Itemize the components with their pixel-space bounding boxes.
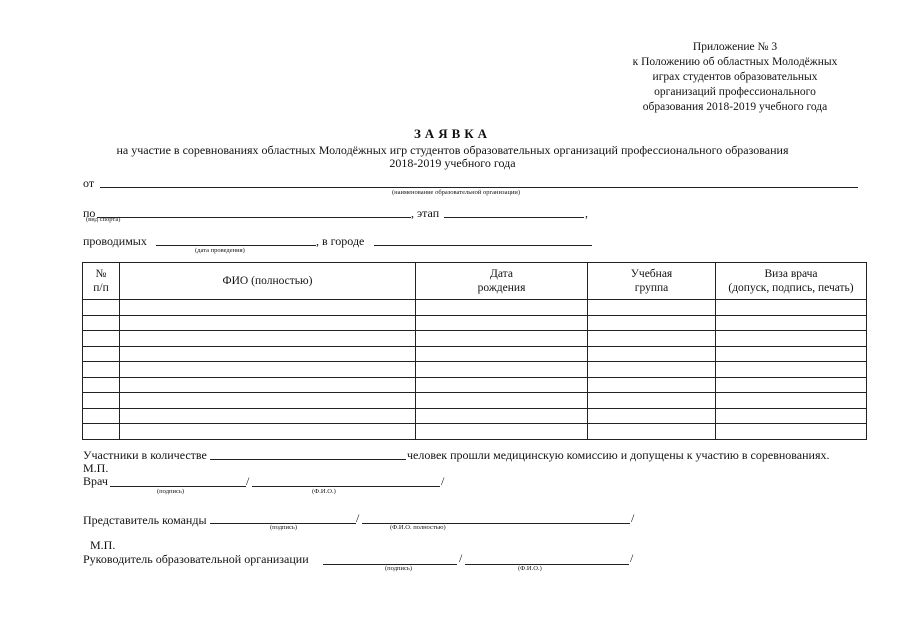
doctor-label: Врач <box>83 474 108 488</box>
table-header-row <box>83 263 867 300</box>
table-cell[interactable] <box>588 424 716 440</box>
table-cell[interactable] <box>588 300 716 316</box>
held-label: проводимых <box>83 234 147 248</box>
head-label: Руководитель образовательной организации <box>83 552 309 566</box>
head-name-hint: (Ф.И.О.) <box>518 565 542 572</box>
table-cell[interactable] <box>588 346 716 362</box>
table-cell[interactable] <box>716 393 867 409</box>
table-cell[interactable] <box>83 315 120 331</box>
header-full-name: ФИО (полностью) <box>120 263 416 300</box>
stamp-label-1: М.П. <box>83 461 109 475</box>
organization-hint: (наименование образовательной организации) <box>392 189 521 196</box>
appendix-line: организаций профессионального <box>654 86 816 98</box>
table-cell[interactable] <box>416 408 588 424</box>
doctor-slash-end: / <box>441 474 445 488</box>
date-hint: (дата проведения) <box>195 247 245 254</box>
head-signature-hint: (подпись) <box>385 565 412 572</box>
date-field[interactable] <box>156 245 316 246</box>
representative-slash-end: / <box>631 511 635 525</box>
doctor-name-field[interactable] <box>252 486 440 487</box>
table-cell[interactable] <box>120 377 416 393</box>
subtitle-line-1: на участие в соревнованиях областных Молодёжных игр студентов образовательных организаций профессионального образования <box>116 143 789 157</box>
from-label: от <box>83 176 95 190</box>
head-slash-end: / <box>630 551 634 565</box>
appendix-line: образования 2018-2019 учебного года <box>642 101 828 113</box>
document-title: ЗАЯВКА <box>413 126 492 141</box>
city-label: , в городе <box>316 234 365 248</box>
table-cell[interactable] <box>716 331 867 347</box>
table-cell[interactable] <box>83 362 120 378</box>
head-slash: / <box>459 551 463 565</box>
table-cell[interactable] <box>588 408 716 424</box>
table-row <box>83 424 867 440</box>
table-cell[interactable] <box>716 362 867 378</box>
table-cell[interactable] <box>120 408 416 424</box>
table-row <box>83 300 867 316</box>
table-cell[interactable] <box>83 331 120 347</box>
table-cell[interactable] <box>588 362 716 378</box>
table-cell[interactable] <box>716 377 867 393</box>
table-cell[interactable] <box>716 408 867 424</box>
table-row <box>83 408 867 424</box>
appendix-line: играх студентов образовательных <box>652 71 818 83</box>
table-cell[interactable] <box>120 424 416 440</box>
participants-label: Участники в количестве <box>83 448 207 462</box>
sport-label: по <box>83 206 96 220</box>
table-cell[interactable] <box>120 393 416 409</box>
representative-label: Представитель команды <box>83 513 207 527</box>
table-cell[interactable] <box>120 300 416 316</box>
table-cell[interactable] <box>83 424 120 440</box>
table-cell[interactable] <box>416 300 588 316</box>
doctor-signature-field[interactable] <box>110 486 246 487</box>
table-cell[interactable] <box>83 377 120 393</box>
representative-slash: / <box>356 511 360 525</box>
table-cell[interactable] <box>716 300 867 316</box>
sport-field[interactable] <box>97 217 411 218</box>
participants-table <box>82 262 867 440</box>
document-subtitle <box>0 144 905 170</box>
representative-name-hint: (Ф.И.О. полностью) <box>390 524 446 531</box>
subtitle-line-2: 2018-2019 учебного года <box>389 156 516 170</box>
table-cell[interactable] <box>120 362 416 378</box>
table-cell[interactable] <box>120 315 416 331</box>
table-cell[interactable] <box>588 393 716 409</box>
table-cell[interactable] <box>716 424 867 440</box>
table-cell[interactable] <box>588 377 716 393</box>
sport-hint: (вид спорта) <box>86 216 121 223</box>
header-study-group: Учебная группа <box>588 263 716 300</box>
table-cell[interactable] <box>83 346 120 362</box>
participants-count-field[interactable] <box>210 459 406 460</box>
table-cell[interactable] <box>588 331 716 347</box>
table-row <box>83 346 867 362</box>
table-cell[interactable] <box>416 346 588 362</box>
stage-field[interactable] <box>444 217 584 218</box>
doctor-signature-hint: (подпись) <box>157 488 184 495</box>
city-field[interactable] <box>374 245 592 246</box>
stage-end: , <box>585 206 588 220</box>
table-cell[interactable] <box>416 331 588 347</box>
table-row <box>83 377 867 393</box>
table-row <box>83 331 867 347</box>
appendix-line: к Положению об областных Молодёжных <box>632 56 838 68</box>
stamp-label-2: М.П. <box>90 538 116 552</box>
table-cell[interactable] <box>416 393 588 409</box>
stage-label: , этап <box>411 206 440 220</box>
participants-text: человек прошли медицинскую комиссию и допущены к участию в соревнованиях. <box>407 448 830 462</box>
table-cell[interactable] <box>716 315 867 331</box>
table-cell[interactable] <box>83 393 120 409</box>
table-row <box>83 393 867 409</box>
organization-field[interactable] <box>100 187 858 188</box>
appendix-block <box>560 40 905 115</box>
doctor-slash: / <box>246 474 250 488</box>
table-cell[interactable] <box>588 315 716 331</box>
doctor-name-hint: (Ф.И.О.) <box>312 488 336 495</box>
table-row <box>83 315 867 331</box>
table-cell[interactable] <box>416 377 588 393</box>
table-cell[interactable] <box>416 315 588 331</box>
table-row <box>83 362 867 378</box>
header-birth-date: Дата рождения <box>416 263 588 300</box>
table-cell[interactable] <box>416 362 588 378</box>
head-name-field[interactable] <box>465 564 629 565</box>
table-cell[interactable] <box>120 331 416 347</box>
appendix-line: Приложение № 3 <box>692 41 778 53</box>
table-cell[interactable] <box>83 408 120 424</box>
header-doctor-visa: Виза врача (допуск, подпись, печать) <box>716 263 867 300</box>
table-cell[interactable] <box>120 346 416 362</box>
table-cell[interactable] <box>716 346 867 362</box>
representative-signature-hint: (подпись) <box>270 524 297 531</box>
table-cell[interactable] <box>416 424 588 440</box>
header-number: № п/п <box>83 263 120 300</box>
table-cell[interactable] <box>83 300 120 316</box>
